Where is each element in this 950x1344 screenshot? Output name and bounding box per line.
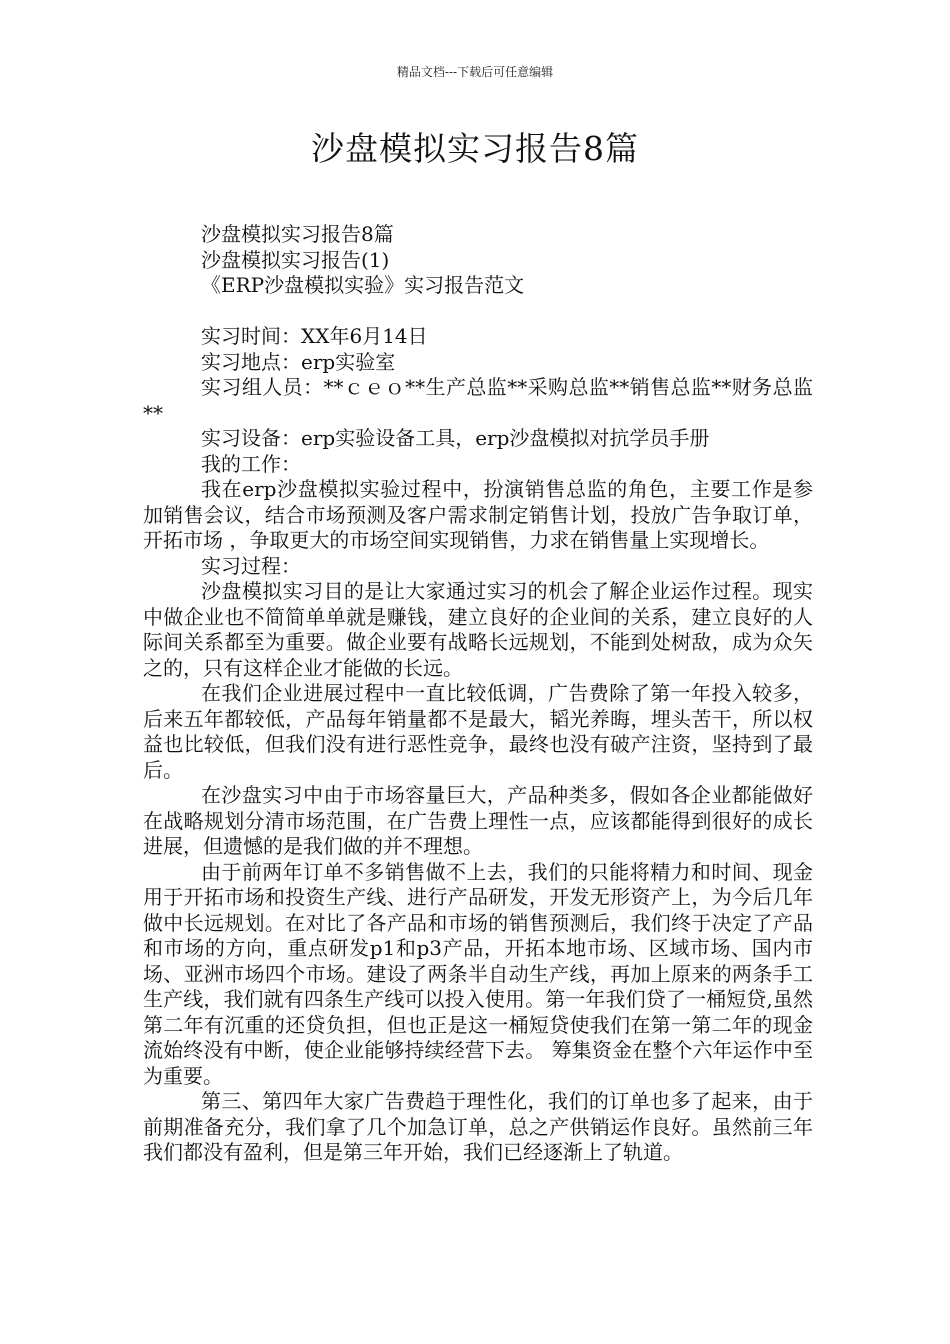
document-body xyxy=(143,222,813,1166)
internship-members: 实习组人员：**ｃｅｏ**生产总监**采购总监**销售总监**财务总监** xyxy=(143,375,813,425)
internship-location: 实习地点：erp实验室 xyxy=(201,349,396,374)
subtitle-line: 沙盘模拟实习报告8篇 xyxy=(201,222,394,246)
body-paragraph: 在沙盘实习中由于市场容量巨大，产品种类多，假如各企业都能做好在战略规划分清市场范围，在广告费上理性一点，应该都能得到很好的成长进展，但遗憾的是我们做的并不理想。 xyxy=(143,783,813,858)
body-paragraph: 第三、第四年大家广告费趋于理性化，我们的订单也多了起来，由于前期准备充分，我们拿了几个加急订单，总之产供销运作良好。虽然前三年我们都没有盈利，但是第三年开始，我们已经逐渐上了轨道。 xyxy=(143,1089,813,1164)
my-work-heading: 我的工作： xyxy=(201,451,301,476)
blank-line xyxy=(143,299,813,325)
process-heading: 实习过程： xyxy=(201,553,301,578)
body-paragraph: 由于前两年订单不多销售做不上去，我们的只能将精力和时间、现金用于开拓市场和投资生产线、进行产品研发，开发无形资产上，为今后几年做中长远规划。在对比了各产品和市场的销售预测后，我们终于决定了产品和市场的方向，重点研发p1和p3产品，开拓本地市场、区域市场、国内市场、亚洲市场四个市场。建设了两条半自动生产线，再加上原来的两条手工生产线，我们就有四条生产线可以投入使用。第一年我们贷了一桶短贷,虽然第二年有沉重的还贷负担，但也正是这一桶短贷使我们在第一第二年的现金流始终没有中断，使企业能够持续经营下去。 筹集资金在整个六年运作中至为重要。 xyxy=(143,859,813,1088)
section-heading: 沙盘模拟实习报告(1) xyxy=(201,247,390,272)
body-paragraph: 沙盘模拟实习目的是让大家通过实习的机会了解企业运作过程。现实中做企业也不简简单单就是赚钱，建立良好的企业间的关系，建立良好的人际间关系都至为重要。做企业要有战略长远规划，不能到处树敌，成为众矢之的，只有这样企业才能做的长远。 xyxy=(143,579,813,680)
report-heading: 《ERP沙盘模拟实验》实习报告范文 xyxy=(201,273,525,297)
my-work-paragraph: 我在erp沙盘模拟实验过程中，扮演销售总监的角色，主要工作是参加销售会议，结合市场预测及客户需求制定销售计划，投放广告争取订单，开拓市场 ，争取更大的市场空间实现销售，力求在销售量上实现增长。 xyxy=(143,477,813,552)
internship-time: 实习时间：XX年6月14日 xyxy=(201,324,428,348)
body-paragraph: 在我们企业进展过程中一直比较低调，广告费除了第一年投入较多，后来五年都较低，产品每年销量都不是最大，韬光养晦，埋头苦干，所以权益也比较低，但我们没有进行恶性竞争，最终也没有破产注资，坚持到了最后。 xyxy=(143,681,813,782)
internship-equipment: 实习设备：erp实验设备工具，erp沙盘模拟对抗学员手册 xyxy=(201,426,710,450)
document-title: 沙盘模拟实习报告8篇 xyxy=(311,129,639,168)
page-header: 精品文档---下载后可任意编辑 xyxy=(396,65,554,79)
